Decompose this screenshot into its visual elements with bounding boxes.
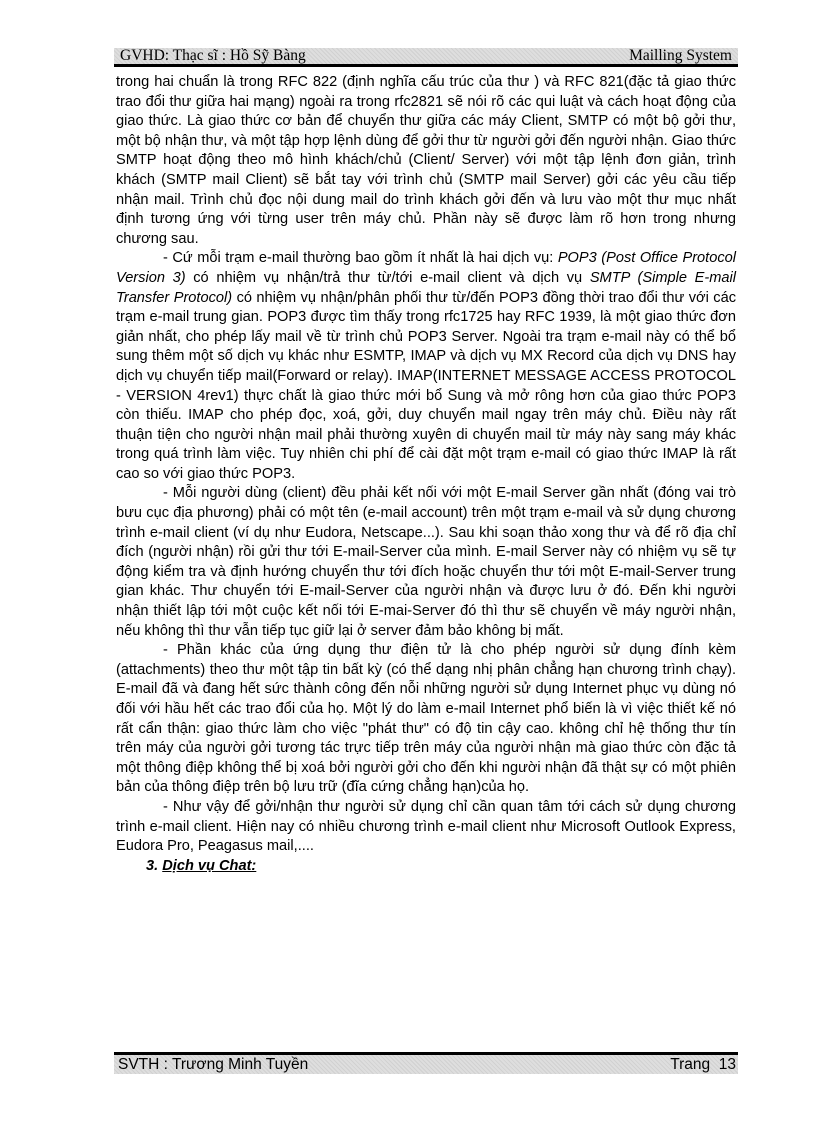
paragraph-text: có nhiệm vụ nhận/trả thư từ/tới e-mail client và dịch vụ [185,269,590,286]
page-header [114,48,738,67]
paragraph-mail-services [116,249,736,484]
section-heading [116,857,736,877]
section-number: 3. [146,857,163,874]
paragraph-email-clients: - Như vậy để gởi/nhận thư người sử dụng chỉ cần quan tâm tới cách sử dụng chương trình e-mail client. Hiện nay có nhiều chương trình e-mail client như Microsoft Outlook Express, Eudora Pro, Peagasus mail,.... [116,798,736,855]
paragraph-client-server: - Mỗi người dùng (client) đều phải kết nối với một E-mail Server gần nhất (đóng vai trò bưu cục địa phương) phải có một tên (e-mail account) trên một trạm e-mail và sử dụng chương trình e-mail client (ví dụ như Eudora, Netscape...). Sau khi soạn thảo xong thư và để rõ địa chỉ đích (người nhận) rồi gửi thư tới E-mail-Server của mình. E-mail Server này có nhiệm vụ sẽ tự động kiểm tra và định hướng chuyển thư tới đích hoặc chuyển thư tới một E-mail-Server trung gian khác. Thư chuyển tới E-mail-Server của người nhận và được lưu ở đó. Đến khi người nhận thiết lập tới một cuộc kết nối tới E-mai-Server đó thì thư sẽ chuyển về máy người nhận, nếu không thì thư vẫn tiếp tục giữ lại ở server đảm bảo không bị mất. [116,485,736,639]
header-instructor: GVHD: Thạc sĩ : Hồ Sỹ Bàng [120,47,306,64]
paragraph-smtp: trong hai chuẩn là trong RFC 822 (định nghĩa cấu trúc của thư ) và RFC 821(đặc tả giao thức trao đổi thư giữa hai mạng) ngoài ra trong rfc2821 sẽ nói rõ các qui luật và cách hoạt động của giao thức. Là giao thức cơ bản để chuyển thư giữa các máy Client, SMTP có một bộ gởi thư, một bộ nhận thư, và một tập hợp lệnh dùng để gởi thư từ người gởi đến người nhận. Giao thức SMTP hoạt động theo mô hình khách/chủ (Client/ Server) với một tập lệnh đơn giản, trình khách (SMTP mail Client) sẽ bắt tay với trình chủ (SMTP mail Server) gởi các yêu cầu tiếp nhận mail. Trình chủ đọc nội dung mail do trình khách gởi đến và lưu vào một thư mục nhất định tương ứng với từng user trên máy chủ. Phần này sẽ được làm rõ hơn trong nhưng chương sau. [116,74,736,247]
page-number: Trang 13 [670,1055,736,1073]
paragraph-text: - Cứ mỗi trạm e-mail thường bao gồm ít nhất là hai dịch vụ: [163,250,558,267]
section-title: Dịch vụ Chat: [162,857,257,874]
page-footer [114,1052,738,1074]
pop3-term: POP3 (Post Office Protocol Version 3) [116,250,736,286]
paragraph-text: có nhiệm vụ nhận/phân phối thư từ/đến POP3 đồng thời trao đổi thư với các trạm e-mail trung gian. POP3 được tìm thấy trong rfc1725 hay RFC 1939, là một giao thức đơn giản nhất, cho phép lấy mail về từ trình chủ POP3 Server. Ngoài tra trạm e-mail này có thể bổ sung thêm một số dịch vụ khác như ESMTP, IMAP và dịch vụ MX Record của dịch vụ DNS hay dịch vụ chuyển tiếp mail(Forward or relay). IMAP(INTERNET MESSAGE ACCESS PROTOCOL - VERSION 4rev1) thực chất là giao thức mới bổ Sung và mở rông hơn của giao thức POP3 còn thiếu. IMAP cho phép đọc, xoá, gởi, duy chuyển mail ngay trên máy chủ. Điều này rất thuận tiện cho người nhận mail phải thường xuyên di chuyển mail từ máy này sang máy khác trong quá trình làm việc. Tuy nhiên chi phí để cài đặt một trạm e-mail có giao thức IMAP là rất cao so với giao thức POP3. [116,289,737,482]
header-title: Mailling System [629,47,732,64]
footer-student: SVTH : Trương Minh Tuyền [118,1055,309,1073]
document-body [116,73,736,876]
smtp-term: SMTP (Simple E-mail Transfer Protocol) [116,269,736,306]
paragraph-attachments: - Phần khác của ứng dụng thư điện tử là cho phép người sử dụng đính kèm (attachments) theo thư một tập tin bất kỳ (có thể dạng nhị phân chẳng hạn chương trình chạy). E-mail đã và đang hết sức thành công đến nỗi những người sử dụng Internet phục vụ dùng nó đối với hầu hết các trao đổi của họ. Một lý do làm e-mail Internet phổ biến là vì việc thiết kế nó rất cẩn thận: giao thức làm cho việc "phát thư" có độ tin cậy cao. không chỉ hệ thống thư tín trên máy của người gởi tương tác trực tiếp trên máy của người nhận mà giao thức còn đặc tả một thông điệp không thể bị xoá bởi người gởi cho đến khi người nhận đã thật sự có một phiên bản của thông điệp trên bộ lưu trữ (đĩa cứng chẳng hạn)của họ. [116,642,736,796]
